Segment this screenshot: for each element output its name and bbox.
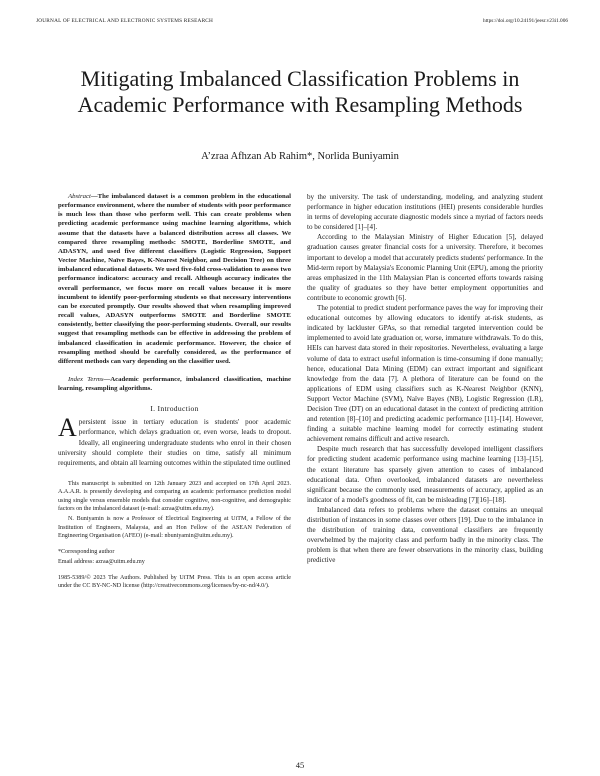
corresponding-email[interactable]: Email address: azraa@uitm.edu.my: [58, 559, 145, 566]
section-heading-introduction: I. Introduction: [150, 404, 199, 414]
page-number: 45: [295, 760, 305, 770]
footnotes: [58, 480, 291, 590]
body-paragraph: According to the Malaysian Ministry of Higher Education [5], delayed graduation causes greater financial costs for a university. Therefore, it becomes important to develop a model that accurately predicts students' performance. In the Mid-term report by Malaysia's Economic Planning Unit (EPU), among the priority areas emphasized in the 11th Malaysian Plan is concerted efforts towards raising the quality of graduates so they have better employment opportunities and contribute to economic growth [6].: [307, 233, 543, 302]
body-paragraph: Imbalanced data refers to problems where the dataset contains an unequal distribution of instances in some classes over others [19]. Due to the imbalance in the distribution of training data, conventional classifiers are frequently overwhelmed by the majority class and perform badly in the minority class. The problem is that when there are fewer observations in the minority class, building predictive: [307, 505, 543, 565]
abstract-text: —The imbalanced dataset is a common problem in the educational performance environment, where the number of students with poor performance is much less than those who perform well. This can create problems when predicting academic performance using machine learning algorithms, which assume that the datasets have a balanced distribution across all classes. We compared three resampling methods: SMOTE, Borderline SMOTE, and ADASYN, and used five different classifiers (Logistic Regression, Support Vector Machine, Naïve Bayes, K-Nearest Neighbor, and Decision Tree) on three imbalanced educational datasets. We used five-fold cross-validation to assess two performance indicators: accuracy and recall. Although accuracy indicates the overall performance, we focus more on recall values because it is more incumbent to identify poor-performing students so that necessary interventions can be executed promptly. Our results showed that when resampling improved recall values, ADASYN outperforms SMOTE and Borderline SMOTE consistently, better classifying the poor-performing students. Overall, our results suggest that resampling methods can be effective in addressing the problem of imbalanced classification in academic performance. However, the choice of resampling method should be carefully considered, as the performance of different methods can vary depending on the classifier used.: [58, 193, 291, 365]
submission-note: This manuscript is submitted on 12th January 2023 and accepted on 17th April 2023. A.A.A.R. is presently developing and comparing an academic performance prediction model using single versus ensemble models that consider cognitive, non-cognitive, and demographic factors on the imbalanced dataset (e-mail: azraa@uitm.edu.my).: [58, 480, 291, 513]
author-list: A’zraa Afhzan Ab Rahim*, Norlida Buniyamin: [201, 151, 399, 162]
body-paragraph: The potential to predict student performance paves the way for improving their educational outcomes by allowing educators to identify at-risk students, as indicated by lackluster GPAs, so that remedial targeted intervention could be implemented to avoid late graduation or, worse, immature withdrawals. To do this, HEIs can harvest data stored in their repositories. Nevertheless, evaluating a large volume of data to extract useful information is time-consuming if done manually; hence, educational Data Mining (EDM) can extract important and significant knowledge from the data [7]. A plethora of literature can be found on the applications of EDM using classifiers such as K-Nearest Neighbor (KNN), Support Vector Machine (SVM), Naïve Bayes (NB), Logistic Regression (LR), Decision Tree (DT) on an educational dataset in the context of predicting attrition and retention [8]–[10] and predicting academic performance [11]–[14]. However, finding a suitable machine learning model for correctly estimating student achievement remains difficult and active research.: [307, 304, 543, 444]
index-terms: [58, 375, 291, 393]
journal-name: JOURNAL OF ELECTRICAL AND ELECTRONIC SYSTEMS RESEARCH: [36, 18, 214, 24]
paper-title: Mitigating Imbalanced Classification Problems in Academic Performance with Resampling Methods: [77, 66, 523, 117]
abstract: [58, 192, 291, 366]
corresponding-author: *Corresponding author: [58, 548, 115, 555]
body-paragraph: by the university. The task of understanding, modeling, and analyzing student performance in higher education institutions (HEI) presents considerable hurdles in terms of developing accurate diagnostic models since a myriad of factors needs to be considered [1]–[4].: [307, 193, 543, 232]
introduction-paragraph: [58, 413, 291, 467]
license-note: 1985-5389/© 2023 The Authors. Published by UiTM Press. This is an open access article under the CC BY-NC-ND license (http://creativecommons.org/licenses/by-nc-nd/4.0/).: [58, 574, 291, 589]
right-column: [307, 192, 543, 565]
doi-link[interactable]: https://doi.org/10.24191/jeesr.v23i1.006: [483, 18, 568, 24]
left-column: [58, 192, 291, 592]
index-terms-text: —Academic performance, imbalanced classification, machine learning, resampling algorithms.: [58, 375, 291, 393]
introduction-text: persistent issue in tertiary education is students' poor academic performance, which delays graduation or, even worse, leads to dropout. Ideally, all engineering undergraduate students who enrol in their chosen university should complete their studies on time, satisfy all minimum requirements, and obtain all learning outcomes within the stipulated time outlined: [58, 418, 291, 467]
abstract-lead: Abstract: [68, 193, 91, 200]
index-terms-lead: Index Terms: [68, 375, 104, 383]
drop-cap: A: [58, 413, 77, 443]
affiliation-note: N. Buniyamin is now a Professor of Electrical Engineering at UiTM, a Fellow of the Institution of Engineers, Malaysia, and an Hon Fellow of the ASEAN Federation of Engineering Organisation (AFEO) (e-mail: nbuniyamin@uitm.edu.my).: [58, 516, 291, 540]
body-paragraph: Despite much research that has successfully developed intelligent classifiers for predicting student academic performance using machine learning [13]–[15], the extant literature has sparsely given attention to cases of imbalanced educational data. Often overlooked, imbalanced datasets are nevertheless significant because the commonly used measurements of accuracy, applied as an indicator of a model's goodness of fit, can be misleading [7][16]–[18].: [307, 445, 543, 504]
